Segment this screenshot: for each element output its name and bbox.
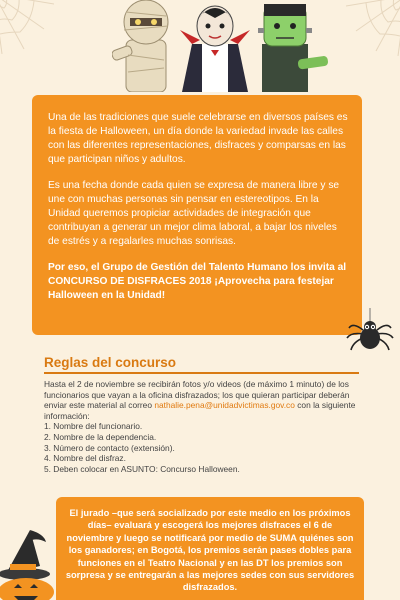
rules-title: Reglas del concurso xyxy=(44,355,177,370)
rules-divider xyxy=(44,372,359,374)
list-item: 3. Número de contacto (extensión). xyxy=(44,442,175,453)
rules-section xyxy=(44,379,374,474)
frankenstein-character-icon xyxy=(250,0,330,92)
list-item: 1. Nombre del funcionario. xyxy=(44,421,143,432)
jury-card xyxy=(56,497,364,600)
invitation-paragraph: Por eso, el Grupo de Gestión del Talento Humano los invita al CONCURSO DE DISFRACES 2018 ¡Aprovecha para festejar Halloween en la Unidad! xyxy=(48,262,347,301)
halloween-characters-illustration xyxy=(0,0,400,92)
rules-intro-text: Hasta el 2 de noviembre se recibirán fotos y/o videos (de máximo 1 minuto) de los funcionarios que vayan a la oficina disfrazados; los que quieran participar deberán enviar este material al correo xyxy=(44,379,350,411)
jury-text: El jurado –que será socializado por este medio en los próximos días– evaluará y escogerá los mejores disfraces el 6 de noviembre y luego se notificará por medio de SUMA quiénes son los ganadores; en Bogotá, los premios serán pases dobles para funciones en el Teatro Nacional y en las DT los premios son sorpresa y se entregarán a las mejores sedes con sus servidores disfrazados. xyxy=(65,508,355,593)
list-item: 4. Nombre del disfraz. xyxy=(44,453,126,464)
intro-card xyxy=(32,95,362,335)
rules-list xyxy=(44,421,374,474)
intro-paragraph: Una de las tradiciones que suele celebrarse en diversos países es la fiesta de Halloween, un día donde la variedad invade las calles con las diferentes representaciones, disfraces y comparsas en las que participan niños y adultos. xyxy=(48,112,348,165)
list-item: 2. Nombre de la dependencia. xyxy=(44,431,157,442)
mummy-character-icon xyxy=(112,0,182,92)
spider-icon xyxy=(345,308,395,356)
rules-intro-text: con la siguiente información: xyxy=(44,400,356,421)
vampire-character-icon xyxy=(180,0,250,92)
contact-email-link[interactable]: nathalie.pena@unidadvictimas.gov.co xyxy=(154,400,295,411)
witch-hat-pumpkin-icon xyxy=(0,530,62,600)
intro-paragraph: Es una fecha donde cada quien se expresa de manera libre y se une con muchas personas sin pensar en estereotipos. En la Unidad queremos propiciar actividades de integración que contribuyan a generar un mejor clima laboral, a bajar los niveles de estrés y a regalarles muchas sonrisas. xyxy=(48,180,340,247)
rules-intro xyxy=(44,379,374,421)
list-item: 5. Deben colocar en ASUNTO: Concurso Halloween. xyxy=(44,463,240,474)
